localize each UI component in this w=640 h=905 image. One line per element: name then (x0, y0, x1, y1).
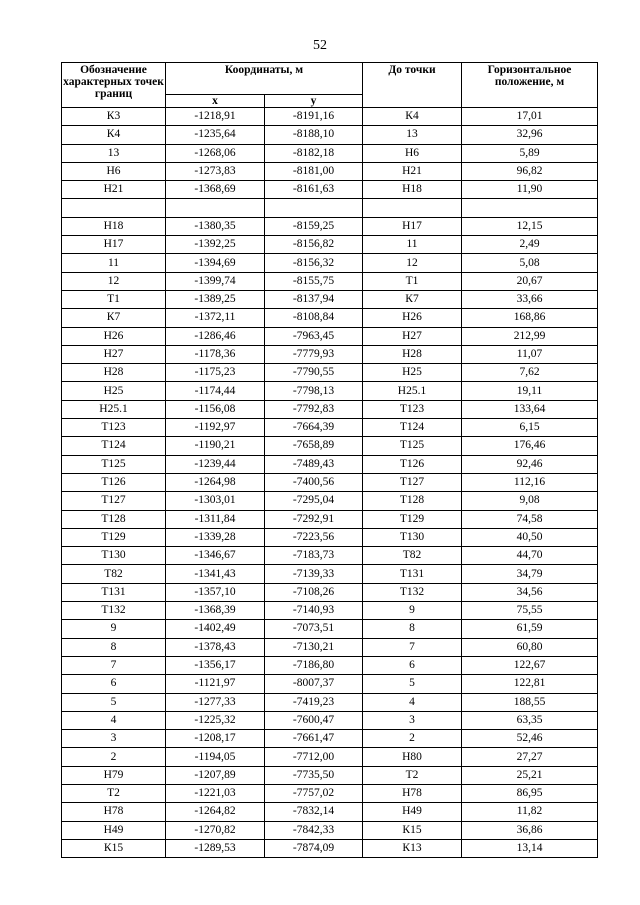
to-point-cell: К15 (363, 821, 462, 839)
distance-cell: 61,59 (462, 620, 598, 638)
table-row (62, 126, 598, 144)
table-row (62, 638, 598, 656)
x-cell: -1178,36 (166, 345, 265, 363)
y-cell: -8188,10 (265, 126, 363, 144)
to-point-cell: Т132 (363, 583, 462, 601)
y-cell: -8155,75 (265, 272, 363, 290)
y-cell: -7130,21 (265, 638, 363, 656)
table-row (62, 345, 598, 363)
point-cell: 6 (62, 675, 166, 693)
table-row (62, 217, 598, 235)
distance-cell: 133,64 (462, 400, 598, 418)
table-row (62, 144, 598, 162)
y-cell: -7842,33 (265, 821, 363, 839)
x-cell: -1221,03 (166, 784, 265, 802)
x-cell: -1192,97 (166, 419, 265, 437)
x-cell: -1356,17 (166, 656, 265, 674)
table-row (62, 803, 598, 821)
distance-cell: 112,16 (462, 473, 598, 491)
y-cell: -7798,13 (265, 382, 363, 400)
point-cell: Н78 (62, 803, 166, 821)
table-row (62, 382, 598, 400)
point-cell: 11 (62, 254, 166, 272)
point-cell: Н26 (62, 327, 166, 345)
distance-cell: 17,01 (462, 108, 598, 126)
distance-cell: 20,67 (462, 272, 598, 290)
point-cell: Т127 (62, 492, 166, 510)
to-point-cell: 13 (363, 126, 462, 144)
table-row (62, 290, 598, 308)
table-row (62, 766, 598, 784)
point-cell: 4 (62, 711, 166, 729)
distance-cell: 92,46 (462, 455, 598, 473)
distance-cell: 122,81 (462, 675, 598, 693)
y-cell: -7832,14 (265, 803, 363, 821)
x-cell: -1346,67 (166, 547, 265, 565)
to-point-cell: К13 (363, 839, 462, 857)
x-cell: -1372,11 (166, 309, 265, 327)
y-cell: -8159,25 (265, 217, 363, 235)
distance-cell: 27,27 (462, 748, 598, 766)
header-distance: Горизонтальное положение, м (462, 63, 598, 108)
table-row (62, 108, 598, 126)
header-x: x (166, 95, 265, 108)
distance-cell: 11,07 (462, 345, 598, 363)
x-cell: -1368,69 (166, 181, 265, 199)
point-cell: Т126 (62, 473, 166, 491)
table-row (62, 730, 598, 748)
header-to-point: До точки (363, 63, 462, 108)
y-cell: -7489,43 (265, 455, 363, 473)
distance-cell: 25,21 (462, 766, 598, 784)
to-point-cell: Т131 (363, 565, 462, 583)
y-cell: -7183,73 (265, 547, 363, 565)
distance-cell: 36,86 (462, 821, 598, 839)
point-cell: Т128 (62, 510, 166, 528)
x-cell: -1225,32 (166, 711, 265, 729)
to-point-cell: Н28 (363, 345, 462, 363)
y-cell: -7140,93 (265, 602, 363, 620)
x-cell: -1378,43 (166, 638, 265, 656)
to-point-cell: Т127 (363, 473, 462, 491)
to-point-cell: 7 (363, 638, 462, 656)
x-cell: -1399,74 (166, 272, 265, 290)
to-point-cell: Н78 (363, 784, 462, 802)
coordinates-table (61, 62, 598, 858)
to-point-cell: 9 (363, 602, 462, 620)
point-cell: Т132 (62, 602, 166, 620)
distance-cell: 52,46 (462, 730, 598, 748)
table-row (62, 528, 598, 546)
point-cell: Т1 (62, 290, 166, 308)
point-cell: К4 (62, 126, 166, 144)
point-cell: 2 (62, 748, 166, 766)
x-cell: -1174,44 (166, 382, 265, 400)
y-cell: -8182,18 (265, 144, 363, 162)
x-cell: -1402,49 (166, 620, 265, 638)
x-cell: -1270,82 (166, 821, 265, 839)
distance-cell: 6,15 (462, 419, 598, 437)
header-coordinates: Координаты, м (166, 63, 363, 95)
to-point-cell: Т130 (363, 528, 462, 546)
table-row (62, 364, 598, 382)
table-row (62, 437, 598, 455)
distance-cell: 34,79 (462, 565, 598, 583)
distance-cell: 75,55 (462, 602, 598, 620)
y-cell: -7223,56 (265, 528, 363, 546)
x-cell: -1264,82 (166, 803, 265, 821)
x-cell: -1239,44 (166, 455, 265, 473)
y-cell: -7779,93 (265, 345, 363, 363)
point-cell: Н6 (62, 162, 166, 180)
distance-cell: 63,35 (462, 711, 598, 729)
to-point-cell: Т125 (363, 437, 462, 455)
distance-cell: 5,08 (462, 254, 598, 272)
x-cell: -1194,05 (166, 748, 265, 766)
table-body-group2 (62, 217, 598, 857)
y-cell: -7735,50 (265, 766, 363, 784)
x-cell: -1268,06 (166, 144, 265, 162)
table-row (62, 400, 598, 418)
to-point-cell: Т124 (363, 419, 462, 437)
y-cell: -8156,82 (265, 236, 363, 254)
table-row (62, 656, 598, 674)
table-row (62, 455, 598, 473)
distance-cell: 32,96 (462, 126, 598, 144)
to-point-cell: Н80 (363, 748, 462, 766)
table-row (62, 327, 598, 345)
table-row (62, 602, 598, 620)
distance-cell: 2,49 (462, 236, 598, 254)
x-cell: -1341,43 (166, 565, 265, 583)
point-cell: Т129 (62, 528, 166, 546)
point-cell: 13 (62, 144, 166, 162)
distance-cell: 19,11 (462, 382, 598, 400)
table-row (62, 236, 598, 254)
x-cell: -1273,83 (166, 162, 265, 180)
point-cell: Н17 (62, 236, 166, 254)
point-cell: Т131 (62, 583, 166, 601)
point-cell: Н18 (62, 217, 166, 235)
to-point-cell: 4 (363, 693, 462, 711)
y-cell: -7712,00 (265, 748, 363, 766)
x-cell: -1277,33 (166, 693, 265, 711)
x-cell: -1303,01 (166, 492, 265, 510)
point-cell: 7 (62, 656, 166, 674)
table-row (62, 839, 598, 857)
x-cell: -1156,08 (166, 400, 265, 418)
to-point-cell: К4 (363, 108, 462, 126)
y-cell: -7139,33 (265, 565, 363, 583)
y-cell: -7186,80 (265, 656, 363, 674)
to-point-cell: 5 (363, 675, 462, 693)
x-cell: -1207,89 (166, 766, 265, 784)
y-cell: -7790,55 (265, 364, 363, 382)
y-cell: -7792,83 (265, 400, 363, 418)
table-row (62, 693, 598, 711)
x-cell: -1357,10 (166, 583, 265, 601)
to-point-cell: Н6 (363, 144, 462, 162)
table-row (62, 711, 598, 729)
y-cell: -7292,91 (265, 510, 363, 528)
table-row (62, 821, 598, 839)
to-point-cell: Н25.1 (363, 382, 462, 400)
distance-cell: 176,46 (462, 437, 598, 455)
header-y: y (265, 95, 363, 108)
distance-cell: 33,66 (462, 290, 598, 308)
x-cell: -1121,97 (166, 675, 265, 693)
header-designation: Обозначение характерных точек границ (62, 63, 166, 108)
y-cell: -8181,00 (265, 162, 363, 180)
point-cell: 3 (62, 730, 166, 748)
to-point-cell: Т1 (363, 272, 462, 290)
table-row (62, 419, 598, 437)
y-cell: -8191,16 (265, 108, 363, 126)
to-point-cell: 2 (363, 730, 462, 748)
distance-cell: 188,55 (462, 693, 598, 711)
table-row (62, 547, 598, 565)
y-cell: -7108,26 (265, 583, 363, 601)
table-row (62, 784, 598, 802)
distance-cell: 7,62 (462, 364, 598, 382)
table-gap (62, 199, 598, 217)
table-row (62, 162, 598, 180)
to-point-cell: Н49 (363, 803, 462, 821)
y-cell: -7874,09 (265, 839, 363, 857)
distance-cell: 11,82 (462, 803, 598, 821)
distance-cell: 13,14 (462, 839, 598, 857)
table-row (62, 272, 598, 290)
y-cell: -8007,37 (265, 675, 363, 693)
to-point-cell: Т123 (363, 400, 462, 418)
x-cell: -1286,46 (166, 327, 265, 345)
table-row (62, 181, 598, 199)
to-point-cell: 6 (363, 656, 462, 674)
to-point-cell: Т82 (363, 547, 462, 565)
x-cell: -1311,84 (166, 510, 265, 528)
x-cell: -1380,35 (166, 217, 265, 235)
y-cell: -7661,47 (265, 730, 363, 748)
distance-cell: 5,89 (462, 144, 598, 162)
x-cell: -1289,53 (166, 839, 265, 857)
point-cell: Т82 (62, 565, 166, 583)
to-point-cell: Т128 (363, 492, 462, 510)
distance-cell: 9,08 (462, 492, 598, 510)
point-cell: 12 (62, 272, 166, 290)
distance-cell: 212,99 (462, 327, 598, 345)
point-cell: Т130 (62, 547, 166, 565)
point-cell: Н79 (62, 766, 166, 784)
x-cell: -1392,25 (166, 236, 265, 254)
point-cell: 9 (62, 620, 166, 638)
distance-cell: 86,95 (462, 784, 598, 802)
point-cell: Т123 (62, 419, 166, 437)
point-cell: Н28 (62, 364, 166, 382)
y-cell: -7295,04 (265, 492, 363, 510)
y-cell: -7400,56 (265, 473, 363, 491)
point-cell: Н25.1 (62, 400, 166, 418)
point-cell: Т2 (62, 784, 166, 802)
point-cell: К7 (62, 309, 166, 327)
distance-cell: 122,67 (462, 656, 598, 674)
to-point-cell: Н26 (363, 309, 462, 327)
to-point-cell: 11 (363, 236, 462, 254)
point-cell: 5 (62, 693, 166, 711)
distance-cell: 40,50 (462, 528, 598, 546)
to-point-cell: К7 (363, 290, 462, 308)
to-point-cell: 3 (363, 711, 462, 729)
x-cell: -1339,28 (166, 528, 265, 546)
distance-cell: 60,80 (462, 638, 598, 656)
to-point-cell: 8 (363, 620, 462, 638)
y-cell: -8137,94 (265, 290, 363, 308)
point-cell: Н21 (62, 181, 166, 199)
to-point-cell: Н27 (363, 327, 462, 345)
table-row (62, 473, 598, 491)
table-row (62, 254, 598, 272)
to-point-cell: Н25 (363, 364, 462, 382)
x-cell: -1394,69 (166, 254, 265, 272)
table-row (62, 309, 598, 327)
y-cell: -7419,23 (265, 693, 363, 711)
point-cell: Н25 (62, 382, 166, 400)
x-cell: -1218,91 (166, 108, 265, 126)
y-cell: -7658,89 (265, 437, 363, 455)
x-cell: -1235,64 (166, 126, 265, 144)
distance-cell: 74,58 (462, 510, 598, 528)
table-row (62, 583, 598, 601)
y-cell: -7757,02 (265, 784, 363, 802)
y-cell: -7963,45 (265, 327, 363, 345)
to-point-cell: Т126 (363, 455, 462, 473)
to-point-cell: Т2 (363, 766, 462, 784)
table-row (62, 565, 598, 583)
point-cell: Н49 (62, 821, 166, 839)
point-cell: К3 (62, 108, 166, 126)
to-point-cell: Н18 (363, 181, 462, 199)
y-cell: -7600,47 (265, 711, 363, 729)
point-cell: Н27 (62, 345, 166, 363)
x-cell: -1208,17 (166, 730, 265, 748)
table-row (62, 620, 598, 638)
point-cell: Т125 (62, 455, 166, 473)
y-cell: -8108,84 (265, 309, 363, 327)
x-cell: -1190,21 (166, 437, 265, 455)
distance-cell: 12,15 (462, 217, 598, 235)
y-cell: -7664,39 (265, 419, 363, 437)
to-point-cell: Т129 (363, 510, 462, 528)
point-cell: 8 (62, 638, 166, 656)
table-body-group1 (62, 108, 598, 199)
distance-cell: 34,56 (462, 583, 598, 601)
to-point-cell: Н21 (363, 162, 462, 180)
empty-row (62, 199, 598, 217)
distance-cell: 96,82 (462, 162, 598, 180)
point-cell: Т124 (62, 437, 166, 455)
y-cell: -8156,32 (265, 254, 363, 272)
table-row (62, 748, 598, 766)
x-cell: -1175,23 (166, 364, 265, 382)
x-cell: -1389,25 (166, 290, 265, 308)
page-number: 52 (313, 38, 327, 53)
to-point-cell: 12 (363, 254, 462, 272)
table-row (62, 492, 598, 510)
x-cell: -1368,39 (166, 602, 265, 620)
x-cell: -1264,98 (166, 473, 265, 491)
distance-cell: 44,70 (462, 547, 598, 565)
distance-cell: 168,86 (462, 309, 598, 327)
y-cell: -7073,51 (265, 620, 363, 638)
distance-cell: 11,90 (462, 181, 598, 199)
point-cell: К15 (62, 839, 166, 857)
to-point-cell: Н17 (363, 217, 462, 235)
table-row (62, 675, 598, 693)
table-row (62, 510, 598, 528)
y-cell: -8161,63 (265, 181, 363, 199)
